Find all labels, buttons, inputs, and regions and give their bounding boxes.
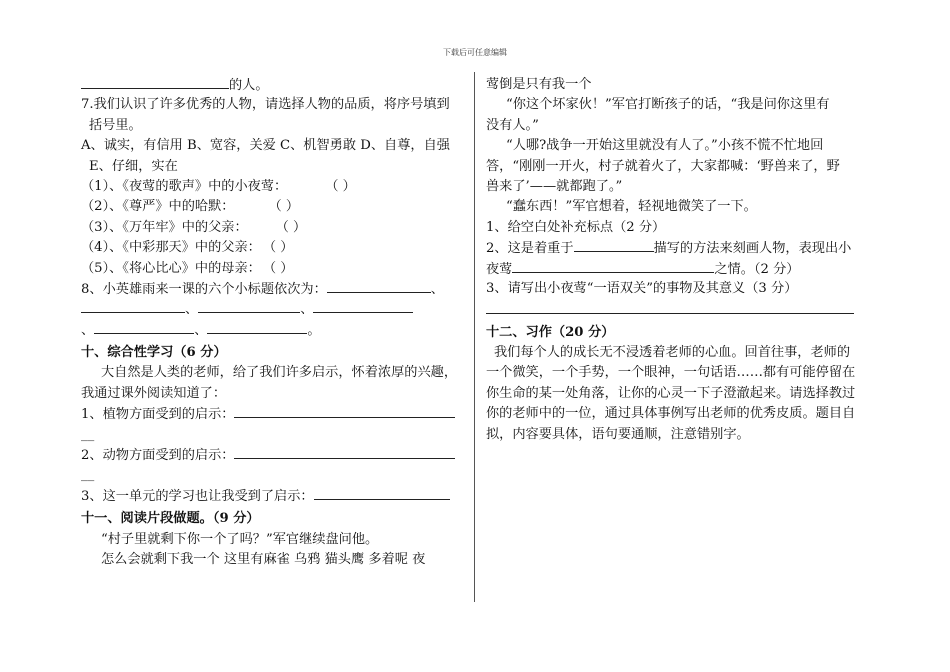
question-text: 2、动物方面受到的启示：	[81, 448, 235, 464]
section-12-line2: 一个微笑，一个手势，一个眼神，一句话语……都有可能停留在	[486, 365, 856, 381]
section-12-title: 十二、习作（20 分）	[486, 324, 615, 340]
answer-blank[interactable]	[234, 445, 455, 459]
section-12-line1: 我们每个人的成长无不浸透着老师的心血。回首往事，老师的	[494, 345, 851, 361]
passage-line5: 答，“刚刚一开火，村子就着火了，大家都喊：‘野兽来了，野	[486, 158, 840, 174]
answer-blank[interactable]	[314, 486, 450, 500]
answer-paren[interactable]: （ ）	[268, 199, 300, 215]
q7-line2: 括号里。	[89, 117, 142, 133]
section-10-q1	[81, 404, 466, 424]
answer-blank[interactable]	[574, 238, 654, 252]
answer-blank[interactable]	[512, 259, 714, 273]
answer-blank[interactable]	[81, 299, 185, 313]
answer-blank[interactable]	[81, 75, 229, 89]
q8-text: 8、小英雄雨来一课的六个小标题依次为：	[81, 281, 327, 297]
section-10-title: 十、综合性学习（6 分）	[81, 345, 227, 361]
passage-line1: 莺倒是只有我一个	[486, 77, 592, 92]
section-11-para1: “村子里就剩下你一个了吗？”军官继续盘问他。	[101, 531, 379, 547]
q8-line2	[81, 299, 466, 319]
page-header: 下载后可任意编辑	[443, 48, 507, 57]
section-12-line3: 你生命的某一处角落，让你的心灵一下子澄澈起来。请选择教过	[486, 385, 856, 401]
question-text: 夜莺	[486, 261, 513, 277]
q7-item-label: （2）、《尊严》中的哈默：	[81, 199, 235, 215]
answer-paren[interactable]: （ ）	[262, 260, 294, 276]
question-text: 1、植物方面受到的启示：	[81, 407, 235, 423]
q6-tail-text: 的人。	[229, 78, 269, 93]
separator: 、	[430, 281, 444, 297]
reading-q3-answer	[486, 299, 871, 319]
passage-line6: 兽来了’——就都跑了。”	[486, 178, 623, 194]
q7-options-line2: E、仔细，实在	[89, 158, 178, 174]
q7-item-5	[81, 259, 466, 279]
answer-paren[interactable]: （ ）	[275, 219, 307, 235]
question-text: 之情。（2 分）	[714, 261, 800, 277]
q7-item-4	[81, 238, 466, 258]
right-column	[486, 75, 871, 445]
separator: 、	[81, 322, 95, 338]
answer-blank[interactable]	[207, 320, 307, 334]
separator: 。	[307, 322, 321, 338]
q7-item-2	[81, 197, 466, 217]
answer-paren[interactable]: （ ）	[262, 240, 294, 256]
reading-q3: 3、请写出小夜莺“一语双关”的事物及其意义（3 分）	[486, 280, 798, 296]
reading-q2-line1	[486, 238, 871, 258]
answer-blank[interactable]	[234, 404, 455, 418]
answer-blank[interactable]	[198, 299, 300, 313]
q7-item-label: （3）、《万年牢》中的父亲：	[81, 219, 248, 235]
section-11-title: 十一、阅读片段做题。（9 分）	[81, 511, 260, 527]
left-column	[81, 75, 466, 570]
answer-blank[interactable]	[327, 279, 431, 293]
column-divider	[474, 72, 475, 602]
section-10-intro2: 我通过课外阅读知道了：	[81, 385, 227, 401]
tail-dash: __	[81, 467, 95, 483]
section-12-line4: 你的老师中的一位，通过具体事例写出老师的优秀皮质。题目自	[486, 406, 856, 422]
reading-q2-line2	[486, 259, 871, 279]
tail-dash: __	[81, 426, 95, 442]
q6-tail-line	[81, 75, 466, 95]
q7-item-label: （1）、《夜莺的歌声》中的小夜莺：	[81, 178, 288, 194]
answer-blank[interactable]	[313, 299, 413, 313]
answer-paren[interactable]: （ ）	[325, 178, 356, 194]
passage-line3: 没有人。”	[486, 117, 539, 133]
passage-line7: “蠢东西！”军官想着，轻视地微笑了一下。	[506, 199, 757, 215]
q7-options-line1: A、诚实，有信用 B、宽容，关爱 C、机智勇敢 D、自尊，自强	[81, 138, 450, 154]
separator: 、	[300, 302, 314, 318]
q7-item-label: （5）、《将心比心》中的母亲：	[81, 260, 261, 276]
answer-line[interactable]	[486, 299, 854, 314]
q7-item-label: （4）、《中彩那天》中的父亲：	[81, 240, 261, 256]
section-10-q2	[81, 445, 466, 465]
q8-line1	[81, 279, 466, 299]
separator: 、	[185, 302, 199, 318]
separator: 、	[194, 322, 208, 338]
q7-line1: 7.我们认识了许多优秀的人物，请选择人物的品质，将序号填到	[81, 97, 450, 113]
passage-line4: “人哪?战争一开始这里就没有人了。”小孩不慌不忙地回	[506, 138, 824, 154]
passage-line2: “你这个坏家伙！”军官打断孩子的话，“我是问你这里有	[506, 97, 830, 113]
reading-q1: 1、给空白处补充标点（2 分）	[486, 219, 666, 235]
q8-line3	[81, 320, 466, 340]
question-text: 3、这一单元的学习也让我受到了启示：	[81, 488, 314, 504]
section-12-line5: 拟，内容要具体，语句要通顺，注意错别字。	[486, 426, 750, 442]
section-11-para2: 怎么会就剩下我一个 这里有麻雀 乌鸦 猫头鹰 多着呢 夜	[101, 551, 426, 567]
q7-item-1	[81, 177, 466, 197]
section-10-q3	[81, 486, 466, 506]
q7-item-3	[81, 218, 466, 238]
question-text: 2、这是着重于	[486, 241, 574, 257]
question-text: 描写的方法来刻画人物，表现出小	[653, 241, 852, 257]
section-10-intro1: 大自然是人类的老师，给了我们许多启示，怀着浓厚的兴趣，	[101, 365, 458, 381]
answer-blank[interactable]	[94, 320, 194, 334]
